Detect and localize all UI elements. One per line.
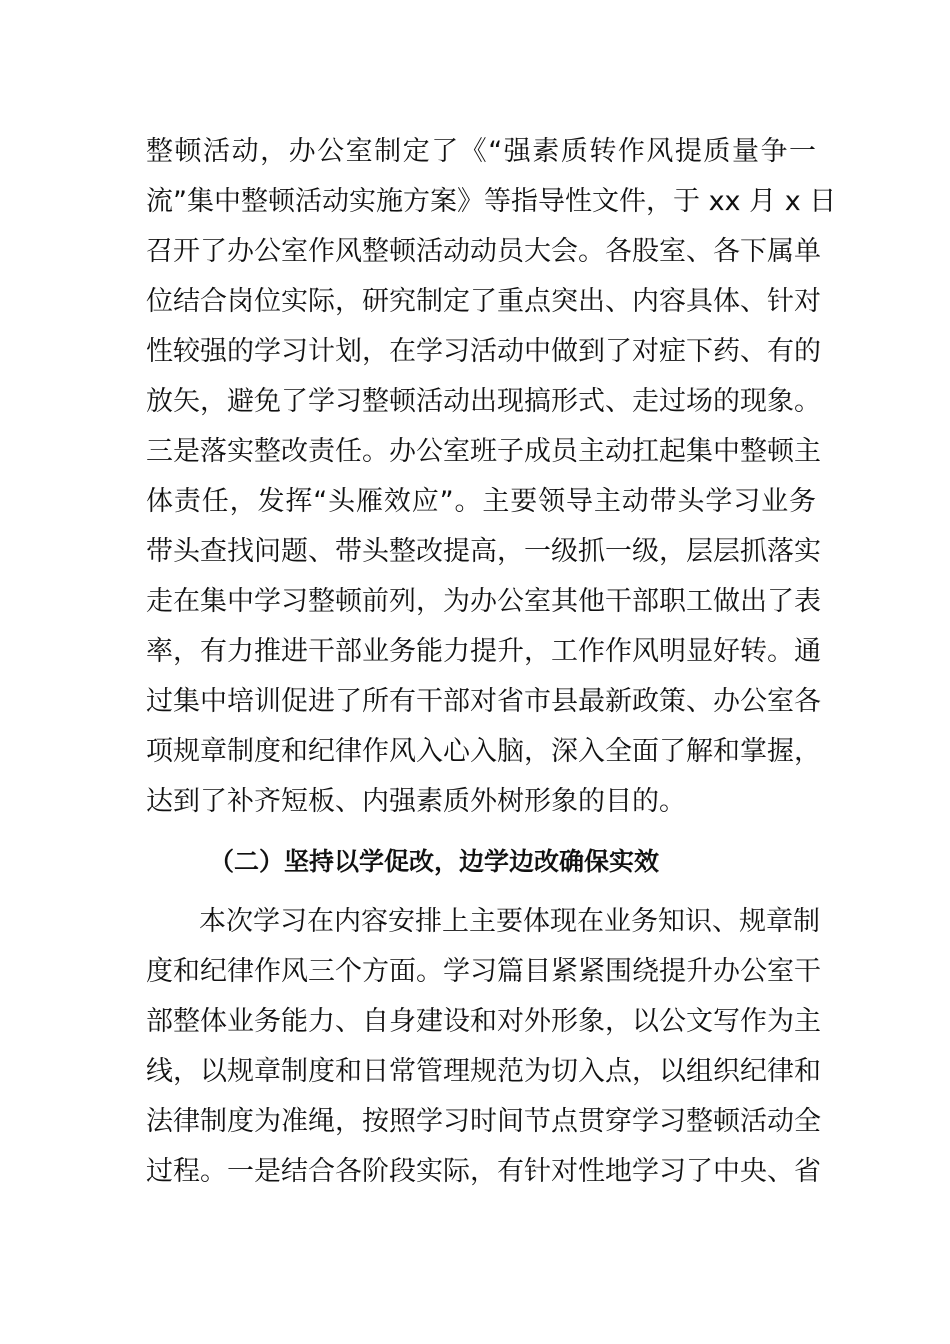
text-line: 度和纪律作风三个方面。学习篇目紧紧围绕提升办公室干 (146, 956, 821, 987)
text-line: 线，以规章制度和日常管理规范为切入点，以组织纪律和 (146, 1056, 821, 1087)
text-line: 流”集中整顿活动实施方案》等指导性文件，于 xx 月 x 日 (146, 186, 837, 217)
text-line: 率，有力推进干部业务能力提升，工作作风明显好转。通 (146, 636, 821, 667)
section-heading: （二）坚持以学促改，边学边改确保实效 (209, 847, 660, 876)
text-line: 位结合岗位实际，研究制定了重点突出、内容具体、针对 (146, 286, 821, 317)
text-line: 项规章制度和纪律作风入心入脑，深入全面了解和掌握， (146, 736, 821, 767)
text-line: 达到了补齐短板、内强素质外树形象的目的。 (146, 786, 686, 817)
text-line: 过程。一是结合各阶段实际，有针对性地学习了中央、省 (146, 1156, 821, 1187)
text-line: 体责任，发挥“头雁效应”。主要领导主动带头学习业务 (146, 486, 816, 517)
text-line: 法律制度为准绳，按照学习时间节点贯穿学习整顿活动全 (146, 1106, 821, 1137)
text-line: 整顿活动，办公室制定了《“强素质转作风提质量争一 (146, 136, 816, 167)
text-line: 本次学习在内容安排上主要体现在业务知识、规章制 (199, 906, 820, 937)
text-line: 性较强的学习计划，在学习活动中做到了对症下药、有的 (146, 336, 821, 367)
text-line: 召开了办公室作风整顿活动动员大会。各股室、各下属单 (146, 236, 821, 267)
text-line: 带头查找问题、带头整改提高，一级抓一级，层层抓落实 (146, 536, 821, 567)
text-line: 走在集中学习整顿前列，为办公室其他干部职工做出了表 (146, 586, 821, 617)
text-line: 过集中培训促进了所有干部对省市县最新政策、办公室各 (146, 686, 821, 717)
text-line: 三是落实整改责任。办公室班子成员主动扛起集中整顿主 (146, 436, 821, 467)
text-line: 部整体业务能力、自身建设和对外形象，以公文写作为主 (146, 1006, 821, 1037)
text-line: 放矢，避免了学习整顿活动出现搞形式、走过场的现象。 (146, 386, 821, 417)
